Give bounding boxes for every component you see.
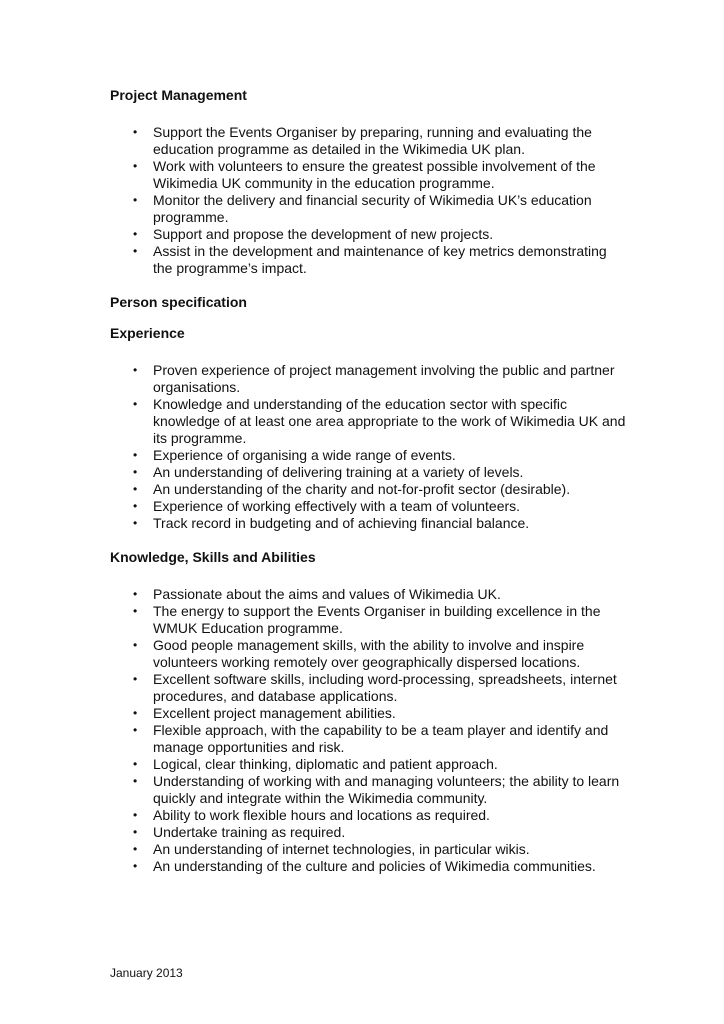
- bullet-icon: •: [133, 227, 138, 241]
- list-item: • An understanding of the culture and policies of Wikimedia communities.: [133, 858, 596, 874]
- document-content: [110, 87, 630, 875]
- experience-list: [110, 362, 630, 532]
- list-item: • Passionate about the aims and values of Wikimedia UK.: [133, 586, 501, 602]
- skills-list: [110, 586, 630, 875]
- list-item: • Support and propose the development of new projects.: [133, 226, 494, 242]
- bullet-icon: •: [133, 774, 138, 788]
- list-item: • The energy to support the Events Organiser in building excellence in the WMUK Education programme.: [133, 603, 601, 636]
- section-heading-person-specification: Person specification: [110, 294, 247, 310]
- bullet-icon: •: [133, 706, 138, 720]
- project-management-list: [110, 124, 630, 277]
- bullet-icon: •: [133, 448, 138, 462]
- list-item: • Excellent software skills, including word-processing, spreadsheets, internet procedures, and database applications.: [133, 671, 617, 704]
- section-heading-project-management: Project Management: [110, 87, 247, 103]
- list-item: • An understanding of delivering training at a variety of levels.: [133, 464, 524, 480]
- list-item: • Experience of working effectively with a team of volunteers.: [133, 498, 521, 514]
- bullet-icon: •: [133, 859, 138, 873]
- bullet-icon: •: [133, 159, 138, 173]
- list-item: • Excellent project management abilities.: [133, 705, 396, 721]
- list-item: • Logical, clear thinking, diplomatic and patient approach.: [133, 756, 498, 772]
- bullet-icon: •: [133, 672, 138, 686]
- list-item: • Proven experience of project management involving the public and partner organisations.: [133, 362, 615, 395]
- bullet-icon: •: [133, 482, 138, 496]
- list-item: • Work with volunteers to ensure the greatest possible involvement of the Wikimedia UK community in the education programme.: [133, 158, 596, 191]
- list-item: • Track record in budgeting and of achieving financial balance.: [133, 515, 530, 531]
- list-item: • Support the Events Organiser by preparing, running and evaluating the education programme as detailed in the Wikimedia UK plan.: [133, 124, 592, 157]
- bullet-icon: •: [133, 723, 138, 737]
- bullet-icon: •: [133, 842, 138, 856]
- bullet-icon: •: [133, 397, 138, 411]
- list-item: • Good people management skills, with the ability to involve and inspire volunteers working remotely over geographically dispersed locations.: [133, 637, 585, 670]
- section-heading-experience: Experience: [110, 325, 185, 341]
- list-item: • Understanding of working with and managing volunteers; the ability to learn quickly and integrate within the Wikimedia community.: [133, 773, 620, 806]
- section-heading-skills: Knowledge, Skills and Abilities: [110, 549, 316, 565]
- list-item: • Assist in the development and maintenance of key metrics demonstrating the programme’s impact.: [133, 243, 607, 276]
- bullet-icon: •: [133, 604, 138, 618]
- bullet-icon: •: [133, 516, 138, 530]
- list-item: • An understanding of internet technologies, in particular wikis.: [133, 841, 530, 857]
- bullet-icon: •: [133, 465, 138, 479]
- bullet-icon: •: [133, 587, 138, 601]
- list-item: • Ability to work flexible hours and locations as required.: [133, 807, 490, 823]
- list-item: • Monitor the delivery and financial security of Wikimedia UK’s education programme.: [133, 192, 592, 225]
- bullet-icon: •: [133, 499, 138, 513]
- bullet-icon: •: [133, 808, 138, 822]
- list-item: • Flexible approach, with the capability to be a team player and identify and manage opportunities and risk.: [133, 722, 609, 755]
- list-item: • Knowledge and understanding of the education sector with specific knowledge of at least one area appropriate to the work of Wikimedia UK and its programme.: [133, 396, 626, 446]
- bullet-icon: •: [133, 363, 138, 377]
- bullet-icon: •: [133, 244, 138, 258]
- footer-date: January 2013: [110, 966, 183, 980]
- list-item: • Undertake training as required.: [133, 824, 346, 840]
- list-item: • An understanding of the charity and not-for-profit sector (desirable).: [133, 481, 571, 497]
- bullet-icon: •: [133, 638, 138, 652]
- bullet-icon: •: [133, 193, 138, 207]
- bullet-icon: •: [133, 825, 138, 839]
- bullet-icon: •: [133, 757, 138, 771]
- bullet-icon: •: [133, 125, 138, 139]
- list-item: • Experience of organising a wide range of events.: [133, 447, 456, 463]
